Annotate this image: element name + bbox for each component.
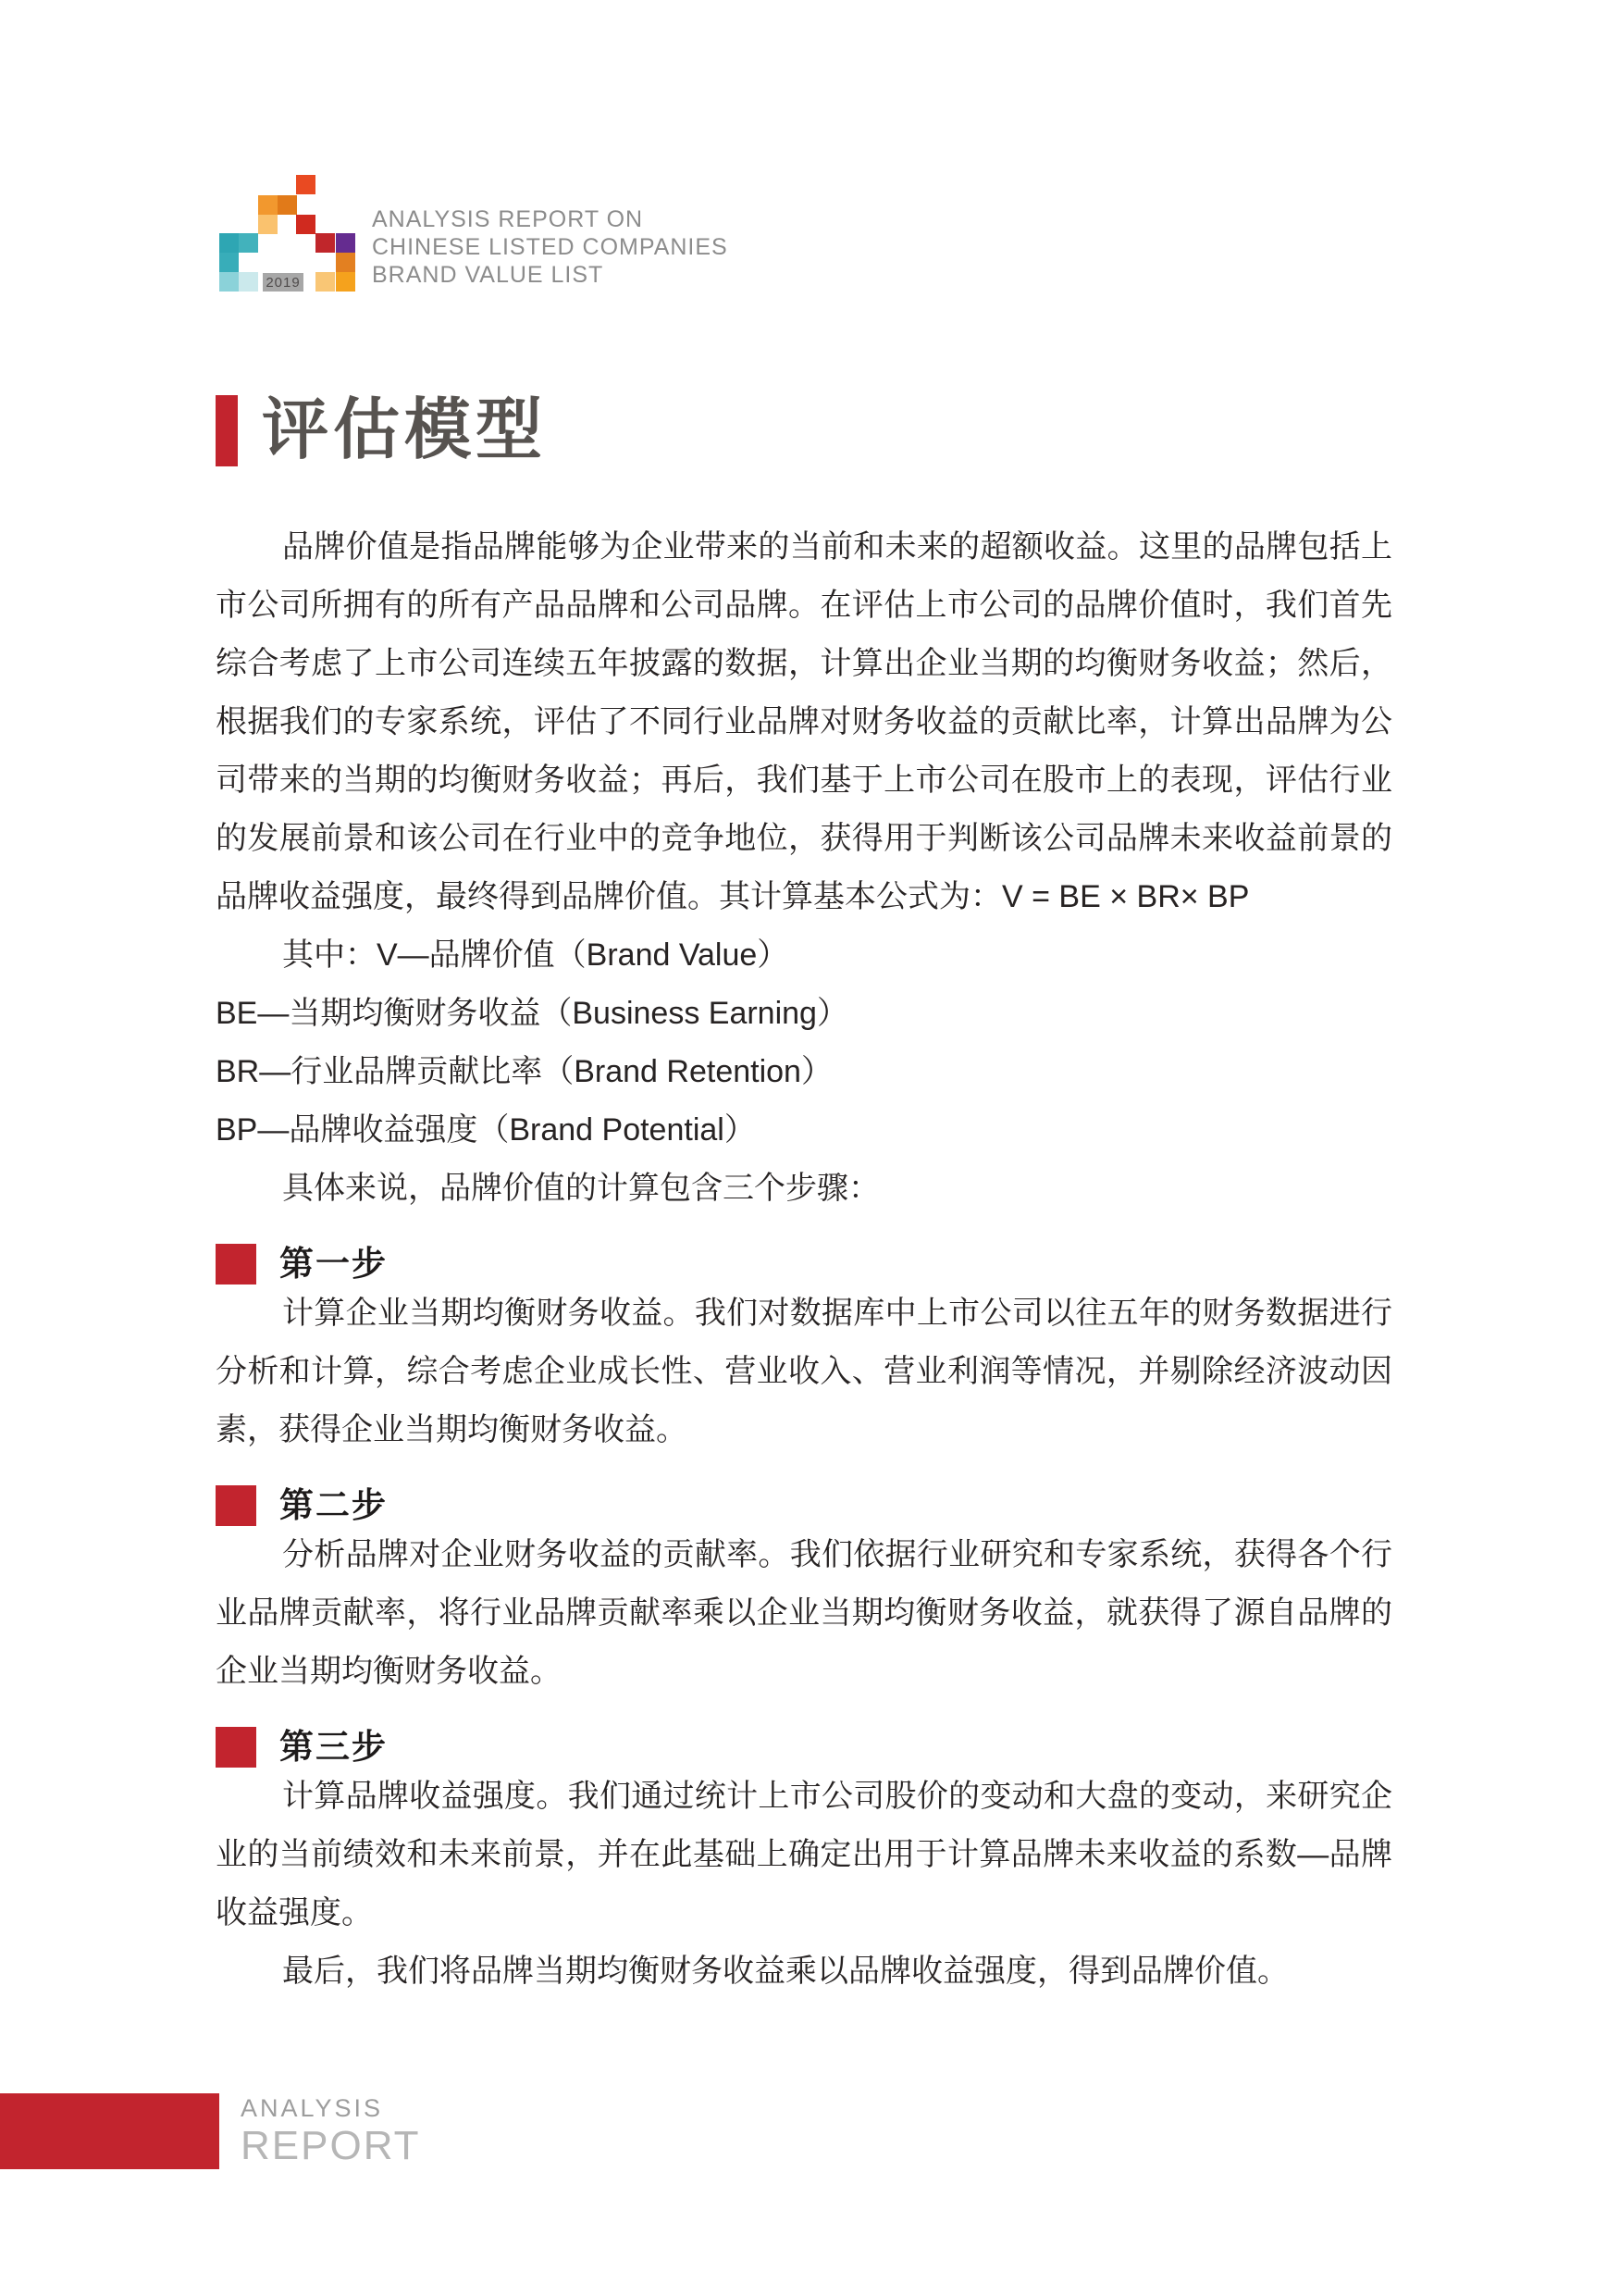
logo-caption-line-3: BRAND VALUE LIST	[372, 262, 604, 288]
footer	[241, 2093, 421, 2168]
logo-caption-line-2: CHINESE LISTED COMPANIES	[372, 234, 728, 260]
steps-intro-line: 具体来说，品牌价值的计算包含三个步骤：	[282, 1171, 880, 1206]
footer-analysis-text: ANALYSIS	[241, 2094, 384, 2122]
page-title: 评估模型	[262, 393, 548, 467]
logo-square	[219, 272, 239, 292]
step-2-marker	[216, 1485, 256, 1526]
logo-square	[336, 253, 355, 272]
logo-square	[296, 175, 315, 194]
formula-bp-line: BP—品牌收益强度（Brand Potential）	[216, 1112, 756, 1148]
document-body	[216, 518, 1392, 2001]
footer-accent-block	[0, 2093, 219, 2169]
logo-square	[336, 272, 355, 292]
step-1-marker	[216, 1244, 256, 1285]
logo-caption-line-1: ANALYSIS REPORT ON	[372, 206, 644, 232]
step-2-label: 第二步	[279, 1486, 388, 1524]
step-3-marker	[216, 1727, 256, 1768]
step-3-heading	[216, 1727, 1392, 1768]
formula-br-line: BR—行业品牌贡献比率（Brand Retention）	[216, 1054, 833, 1089]
logo-year-badge: 2019	[263, 273, 303, 292]
step-2-heading	[216, 1485, 1392, 1526]
logo-square	[315, 272, 335, 292]
title-accent-bar	[216, 395, 238, 466]
footer-report-text: REPORT	[241, 2123, 421, 2168]
logo-square	[278, 195, 297, 215]
logo-square	[219, 233, 239, 253]
logo-square	[219, 253, 239, 272]
intro-paragraph: 品牌价值是指品牌能够为企业带来的当前和未来的超额收益。这里的品牌包括上市公司所拥有的所有产品品牌和公司品牌。在评估上市公司的品牌价值时，我们首先综合考虑了上市公司连续五年披露的数据，计算出企业当期的均衡财务收益；然后，根据我们的专家系统，评估了不同行业品牌对财务收益的贡献比率，计算出品牌为公司带来的当期的均衡财务收益；再后，我们基于上市公司在股市上的表现，评估行业的发展前景和该公司在行业中的竞争地位，获得用于判断该公司品牌未来收益前景的品牌收益强度，最终得到品牌价值。其计算基本公式为：V = BE × BR× BP	[216, 529, 1392, 914]
logo-square	[239, 272, 258, 292]
step-1-label: 第一步	[279, 1245, 388, 1283]
step-1-paragraph: 计算企业当期均衡财务收益。我们对数据库中上市公司以往五年的财务数据进行分析和计算，综合考虑企业成长性、营业收入、营业利润等情况，并剔除经济波动因素，获得企业当期均衡财务收益。	[216, 1296, 1392, 1447]
logo-caption	[372, 205, 728, 289]
formula-be-line: BE—当期均衡财务收益（Business Earning）	[216, 996, 848, 1031]
step-3-paragraph: 计算品牌收益强度。我们通过统计上市公司股价的变动和大盘的变动，来研究企业的当前绩效和未来前景，并在此基础上确定出用于计算品牌未来收益的系数—品牌收益强度。	[216, 1779, 1392, 1930]
closing-paragraph: 最后，我们将品牌当期均衡财务收益乘以品牌收益强度，得到品牌价值。	[282, 1954, 1289, 1989]
logo-square	[239, 233, 258, 253]
step-1-heading	[216, 1244, 1392, 1285]
brand-logo	[219, 175, 358, 292]
logo-square	[258, 215, 278, 234]
logo-square	[336, 233, 355, 253]
logo-square	[296, 215, 315, 234]
logo-square	[258, 195, 278, 215]
logo-square	[315, 233, 335, 253]
step-3-label: 第三步	[279, 1728, 388, 1766]
step-2-paragraph: 分析品牌对企业财务收益的贡献率。我们依据行业研究和专家系统，获得各个行业品牌贡献率，将行业品牌贡献率乘以企业当期均衡财务收益，就获得了源自品牌的企业当期均衡财务收益。	[216, 1537, 1392, 1689]
formula-where-line: 其中：V—品牌价值（Brand Value）	[282, 937, 789, 973]
section-title	[216, 395, 547, 466]
